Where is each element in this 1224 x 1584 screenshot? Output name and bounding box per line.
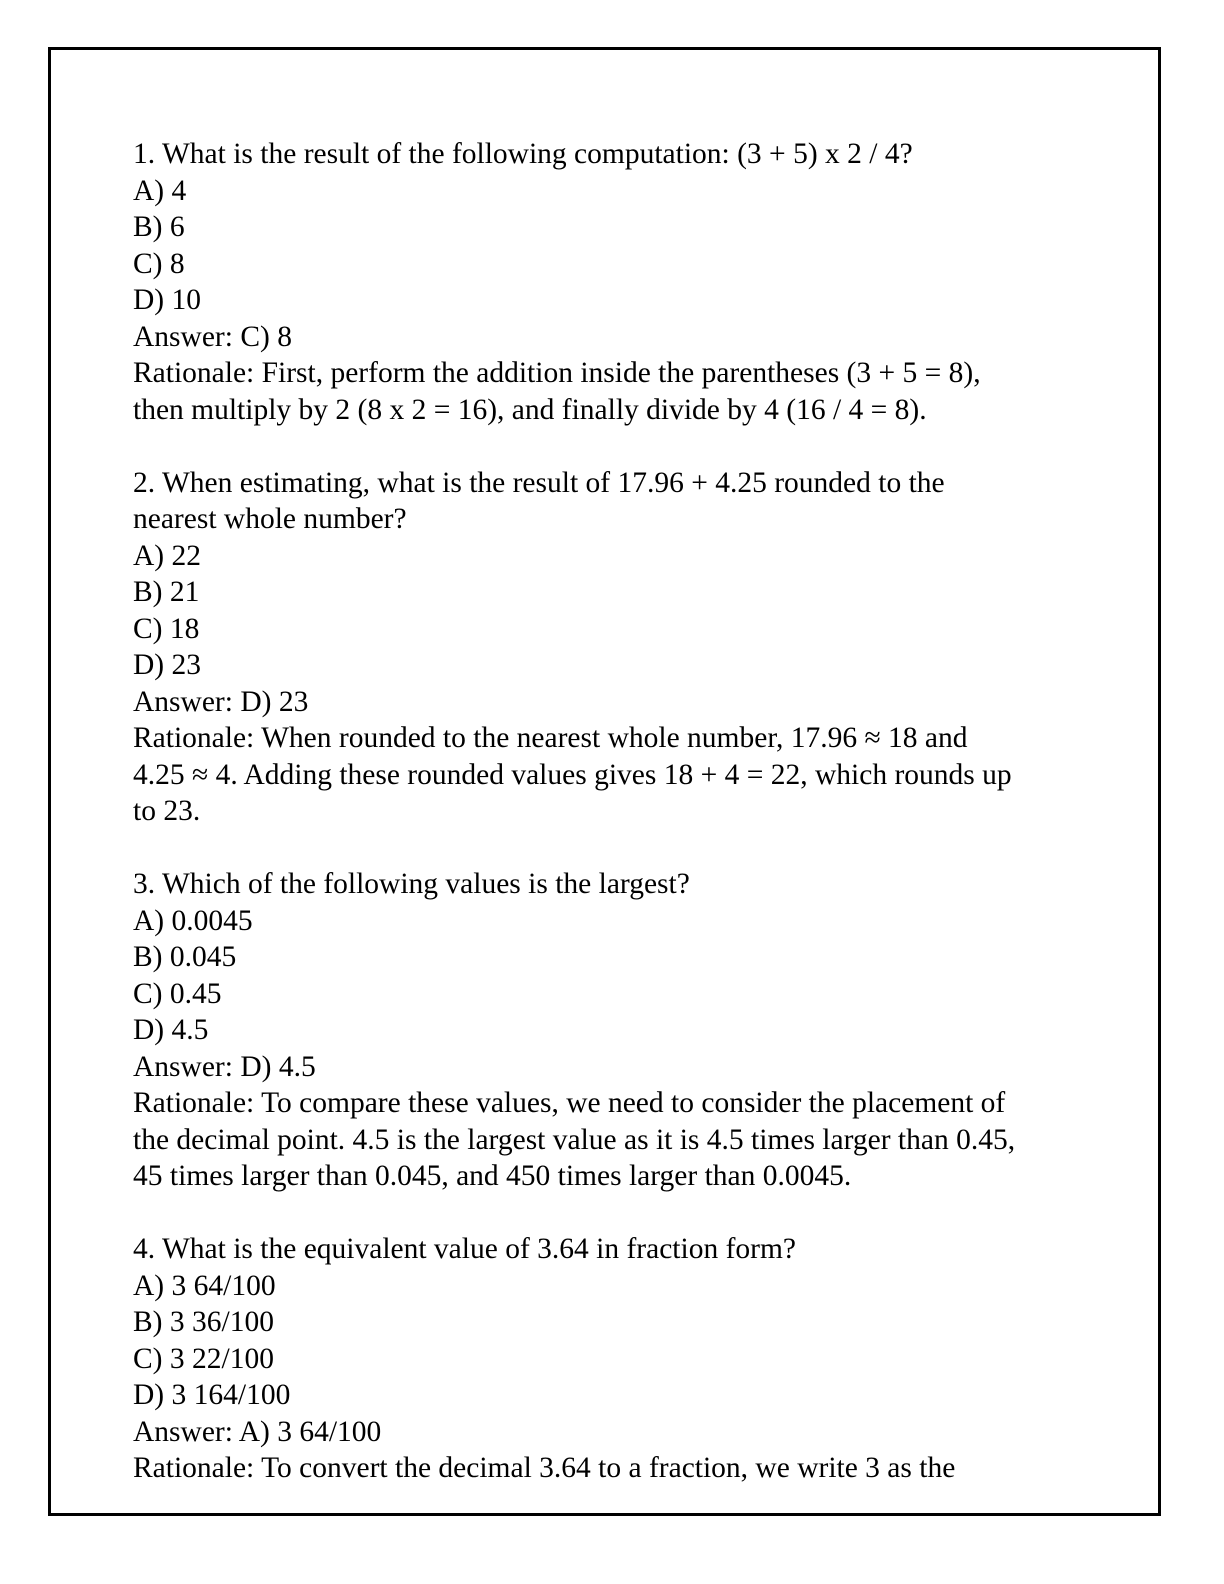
question-text: 1. What is the result of the following computation: (3 + 5) x 2 / 4? bbox=[133, 138, 913, 170]
answer-line: Answer: D) 4.5 bbox=[133, 1050, 316, 1083]
question-text: 3. Which of the following values is the largest? bbox=[133, 868, 690, 900]
question-3 bbox=[133, 866, 1093, 1195]
answer-line: Answer: C) 8 bbox=[133, 320, 292, 353]
document-body bbox=[133, 136, 1093, 1523]
rationale-line: Rationale: To convert the decimal 3.64 to a fraction, we write 3 as the bbox=[133, 1452, 956, 1484]
rationale-line: Rationale: First, perform the addition inside the parentheses (3 + 5 = 8), bbox=[133, 357, 981, 389]
answer-line: Answer: D) 23 bbox=[133, 685, 309, 718]
option-d: D) 23 bbox=[133, 649, 202, 681]
option-c: C) 8 bbox=[133, 247, 185, 280]
option-d: D) 10 bbox=[133, 284, 202, 316]
rationale-line: Rationale: When rounded to the nearest whole number, 17.96 ≈ 18 and bbox=[133, 722, 968, 754]
option-c: C) 3 22/100 bbox=[133, 1342, 274, 1375]
question-2 bbox=[133, 465, 1093, 830]
option-d: D) 3 164/100 bbox=[133, 1379, 291, 1411]
option-d: D) 4.5 bbox=[133, 1014, 209, 1046]
question-text: 2. When estimating, what is the result of 17.96 + 4.25 rounded to the bbox=[133, 466, 945, 499]
question-text: 4. What is the equivalent value of 3.64 in fraction form? bbox=[133, 1233, 797, 1265]
rationale-line: 45 times larger than 0.045, and 450 times larger than 0.0045. bbox=[133, 1160, 852, 1192]
rationale-line: the decimal point. 4.5 is the largest value as it is 4.5 times larger than 0.45, bbox=[133, 1123, 1016, 1156]
question-text: nearest whole number? bbox=[133, 503, 407, 535]
option-a: A) 4 bbox=[133, 174, 187, 207]
option-b: B) 21 bbox=[133, 576, 200, 608]
option-a: A) 3 64/100 bbox=[133, 1269, 276, 1302]
rationale-line: 4.25 ≈ 4. Adding these rounded values gives 18 + 4 = 22, which rounds up bbox=[133, 758, 1012, 791]
rationale-line: Rationale: To compare these values, we need to consider the placement of bbox=[133, 1087, 1006, 1119]
option-c: C) 18 bbox=[133, 612, 200, 645]
option-a: A) 0.0045 bbox=[133, 904, 253, 937]
rationale-line: to 23. bbox=[133, 795, 201, 827]
rationale-line: then multiply by 2 (8 x 2 = 16), and finally divide by 4 (16 / 4 = 8). bbox=[133, 393, 927, 426]
option-b: B) 0.045 bbox=[133, 941, 237, 973]
question-1 bbox=[133, 136, 1093, 428]
answer-line: Answer: A) 3 64/100 bbox=[133, 1415, 382, 1448]
option-b: B) 3 36/100 bbox=[133, 1306, 274, 1338]
option-b: B) 6 bbox=[133, 211, 185, 243]
option-a: A) 22 bbox=[133, 539, 202, 572]
option-c: C) 0.45 bbox=[133, 977, 222, 1010]
question-4 bbox=[133, 1231, 1093, 1487]
